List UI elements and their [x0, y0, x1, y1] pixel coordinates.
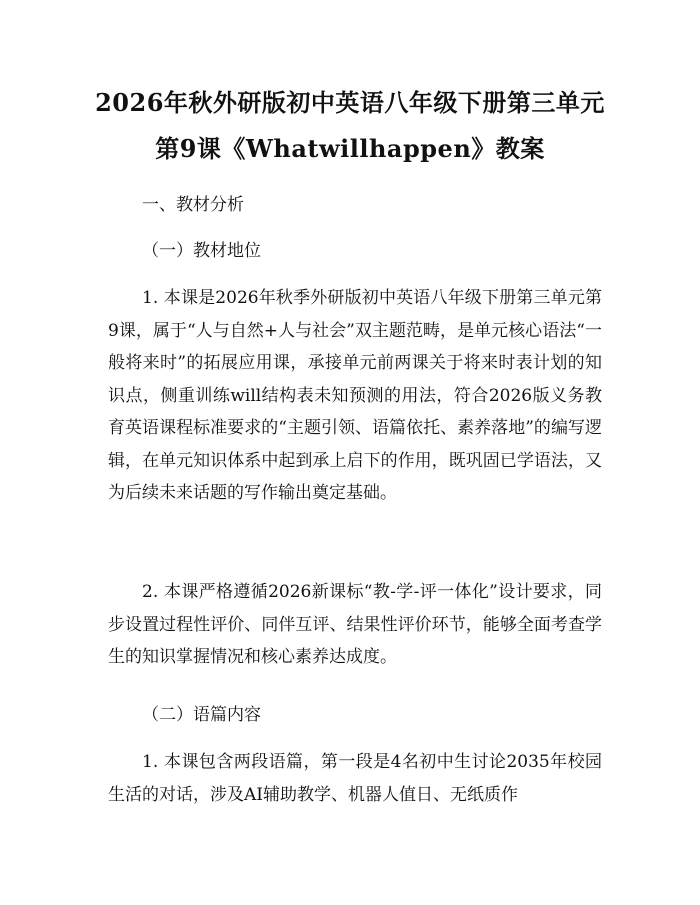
section-heading-textbook-analysis: 一、教材分析	[142, 195, 244, 215]
paragraph-text-content-1: 1. 本课包含两段语篇，第一段是4名初中生讨论2035年校园生活的对话，涉及AI辅助教学、机器人值日、无纸质作	[108, 752, 602, 805]
paragraph-textbook-position-2: 2. 本课严格遵循2026新课标“教-学-评一体化”设计要求，同步设置过程性评价、同伴互评、结果性评价环节，能够全面考查学生的知识掌握情况和核心素养达成度。	[108, 582, 602, 667]
subsection-heading-text-content: （二）语篇内容	[142, 705, 261, 725]
paragraph-textbook-position-1: 1. 本课是2026年秋季外研版初中英语八年级下册第三单元第9课，属于“人与自然+人与社会”双主题范畴，是单元核心语法“一般将来时”的拓展应用课，承接单元前两课关于将来时表计划的知识点，侧重训练will结构表未知预测的用法，符合2026版义务教育英语课程标准要求的“主题引领、语篇依托、素养落地”的编写逻辑，在单元知识体系中起到承上启下的作用，既巩固已学语法，又为后续未来话题的写作输出奠定基础。	[108, 288, 602, 503]
subsection-heading-textbook-position: （一）教材地位	[142, 241, 261, 261]
document-title: 2026年秋外研版初中英语八年级下册第三单元第9课《Whatwillhappen》教案	[95, 88, 605, 163]
